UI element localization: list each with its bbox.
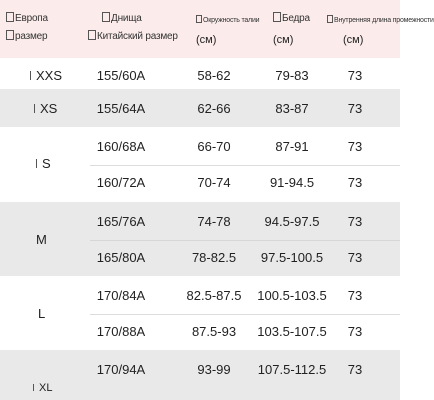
table-row-group-m [0, 202, 400, 276]
table-row [0, 89, 400, 127]
header-europe-label: Европа [15, 13, 48, 24]
eu-size: XS [40, 101, 58, 116]
missing-glyph-icon [273, 12, 281, 22]
china-size: 170/84A [96, 288, 146, 303]
waist-value: 70-74 [197, 175, 231, 190]
missing-glyph-icon [33, 384, 38, 391]
missing-glyph-icon [102, 12, 110, 22]
inseam-value: 73 [347, 101, 363, 116]
missing-glyph-icon [6, 12, 14, 22]
waist-value: 82.5-87.5 [186, 288, 242, 303]
header-hips-unit: (см) [273, 34, 294, 46]
missing-glyph-icon [327, 15, 333, 23]
waist-value: 93-99 [197, 362, 231, 377]
inseam-value: 73 [347, 362, 363, 377]
missing-glyph-icon [6, 30, 14, 40]
china-size: 160/72A [96, 175, 146, 190]
eu-size: XXS [36, 68, 63, 83]
header-europe-size [6, 0, 86, 58]
header-waist-unit: (см) [196, 34, 217, 46]
table-header [0, 0, 434, 58]
hips-value: 100.5-103.5 [257, 288, 327, 303]
missing-glyph-icon [88, 30, 96, 40]
header-bottoms-label: Днища [111, 13, 142, 24]
hips-value: 87-91 [275, 139, 309, 154]
header-chinese-size-label: Китайский размер [97, 31, 178, 42]
inseam-value: 73 [347, 288, 363, 303]
waist-value: 78-82.5 [191, 250, 237, 265]
inseam-value: 73 [347, 175, 363, 190]
hips-value: 94.5-97.5 [264, 214, 320, 229]
missing-glyph-icon [34, 104, 39, 113]
table-row-group-s [0, 127, 400, 202]
china-size: 160/68A [96, 139, 146, 154]
hips-value: 103.5-107.5 [257, 324, 327, 339]
inseam-value: 73 [347, 68, 363, 83]
missing-glyph-icon [30, 71, 35, 80]
hips-value: 83-87 [275, 101, 309, 116]
waist-value: 66-70 [197, 139, 231, 154]
eu-size: L [38, 306, 46, 321]
china-size: 170/94A [96, 362, 146, 377]
header-inseam-label: Внутренняя длина промежности [334, 17, 434, 24]
eu-size: S [42, 156, 51, 171]
hips-value: 79-83 [275, 68, 309, 83]
header-waist-label: Окружность талии [203, 17, 260, 24]
header-chinese-size [88, 0, 188, 58]
inseam-value: 73 [347, 250, 363, 265]
waist-value: 58-62 [197, 68, 231, 83]
table-row-group-l [0, 276, 400, 350]
hips-value: 107.5-112.5 [257, 362, 327, 377]
eu-size: XL [39, 382, 53, 394]
missing-glyph-icon [196, 15, 202, 23]
header-inseam-unit: (см) [343, 34, 364, 46]
inseam-value: 73 [347, 324, 363, 339]
eu-size: M [36, 232, 47, 247]
china-size: 170/88A [96, 324, 146, 339]
inseam-value: 73 [347, 139, 363, 154]
header-hips-label: Бедра [282, 13, 310, 24]
waist-value: 87.5-93 [191, 324, 237, 339]
waist-value: 74-78 [197, 214, 231, 229]
header-size-label: размер [15, 31, 48, 42]
waist-value: 62-66 [197, 101, 231, 116]
hips-value: 97.5-100.5 [260, 250, 324, 265]
row-divider [90, 165, 400, 166]
row-divider [90, 240, 400, 241]
china-size: 165/76A [96, 214, 146, 229]
header-hips [265, 0, 325, 58]
header-waist [190, 0, 260, 58]
inseam-value: 73 [347, 214, 363, 229]
table-row-group-xl [0, 350, 400, 400]
china-size: 165/80A [96, 250, 146, 265]
hips-value: 91-94.5 [269, 175, 315, 190]
china-size: 155/60A [96, 68, 146, 83]
row-divider [90, 314, 400, 315]
header-inseam [327, 0, 434, 58]
china-size: 155/64A [96, 101, 146, 116]
missing-glyph-icon [36, 159, 41, 168]
